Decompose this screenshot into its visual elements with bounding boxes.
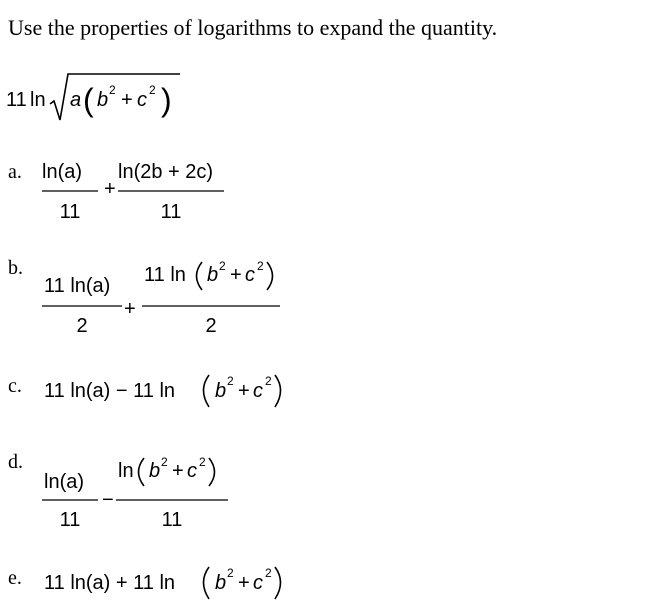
option-b-operator: + — [124, 298, 136, 320]
option-a-den1: 11 — [59, 201, 81, 223]
option-d-c-exp: 2 — [199, 455, 206, 469]
given-c-exp: 2 — [149, 83, 156, 97]
option-d-rparen — [209, 458, 215, 486]
option-c-letter: c. — [8, 375, 22, 397]
option-c-expression[interactable] — [40, 362, 300, 412]
option-d-den1: 11 — [59, 509, 81, 531]
option-a-num2: ln(2b + 2c) — [118, 161, 214, 183]
given-coef: 11 — [6, 89, 27, 111]
option-c-b: b — [215, 380, 227, 402]
option-d-c: c — [187, 460, 197, 482]
option-b-den2: 2 — [205, 315, 217, 337]
option-c-c: c — [253, 380, 263, 402]
given-a: a — [70, 89, 82, 111]
option-d-plus: + — [172, 460, 184, 482]
option-c-b-exp: 2 — [227, 374, 234, 388]
option-c-lparen — [204, 375, 210, 407]
given-expression — [6, 70, 206, 130]
option-a-num1: ln(a) — [42, 161, 83, 183]
option-c-rparen — [275, 375, 281, 407]
option-e-plus: + — [238, 572, 250, 594]
option-a-letter: a. — [8, 161, 22, 183]
option-e-letter: e. — [8, 567, 22, 589]
option-e-b-exp: 2 — [227, 566, 234, 580]
option-b-expression[interactable] — [40, 252, 290, 342]
option-c-text: 11 ln(a) − 11 ln — [44, 380, 176, 402]
option-b-lparen — [197, 262, 203, 290]
option-a-operator: + — [104, 178, 116, 200]
option-b-c: c — [245, 264, 255, 286]
given-lparen: ( — [83, 82, 94, 118]
given-b: b — [97, 89, 109, 111]
option-e-b: b — [215, 572, 227, 594]
option-b-num1: 11 ln(a) — [44, 275, 111, 297]
option-a-expression[interactable] — [40, 150, 240, 230]
option-b-letter: b. — [8, 257, 23, 279]
option-c-plus: + — [238, 380, 250, 402]
option-b-plus: + — [230, 264, 242, 286]
given-ln: ln — [30, 89, 46, 111]
option-e-text: 11 ln(a) + 11 ln — [44, 572, 176, 594]
option-b-den1: 2 — [76, 315, 88, 337]
option-b-num2-pre: 11 ln — [144, 264, 186, 286]
option-e-expression[interactable] — [40, 554, 300, 604]
option-e-rparen — [275, 567, 281, 599]
given-rparen: ) — [161, 82, 172, 118]
option-d-num1: ln(a) — [44, 471, 85, 493]
option-e-c-exp: 2 — [265, 566, 272, 580]
option-b-c-exp: 2 — [257, 259, 264, 273]
option-d-operator: − — [102, 489, 114, 511]
option-d-den2: 11 — [161, 509, 183, 531]
option-b-b: b — [207, 264, 219, 286]
given-plus: + — [121, 89, 133, 111]
option-d-num2-pre: ln — [118, 460, 134, 482]
option-a-den2: 11 — [160, 201, 182, 223]
option-b-b-exp: 2 — [219, 259, 226, 273]
option-d-expression[interactable] — [40, 448, 240, 538]
option-d-b-exp: 2 — [161, 455, 168, 469]
option-d-lparen — [139, 458, 145, 486]
given-c: c — [137, 89, 147, 111]
option-c-c-exp: 2 — [265, 374, 272, 388]
option-e-c: c — [253, 572, 263, 594]
option-d-letter: d. — [8, 451, 23, 473]
question-text: Use the properties of logarithms to expand the quantity. — [8, 15, 498, 40]
option-e-lparen — [204, 567, 210, 599]
option-b-rparen — [267, 262, 273, 290]
option-d-b: b — [149, 460, 161, 482]
given-b-exp: 2 — [109, 83, 116, 97]
